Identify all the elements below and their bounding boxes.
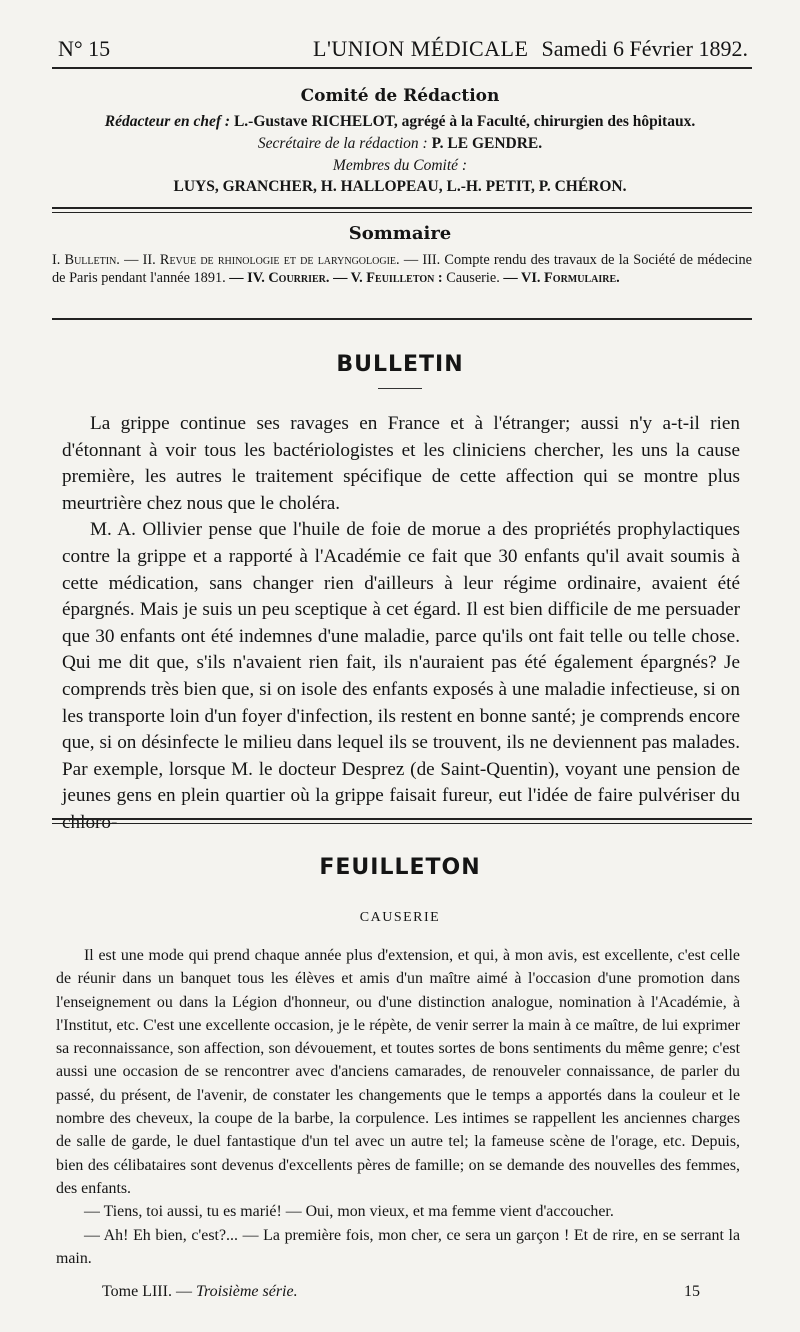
redacteur-line [0,113,800,131]
sommaire-contents [52,251,752,287]
sommaire-item-1: I. Bulletin. [52,252,120,268]
issue-date: Samedi 6 Février 1892. [541,36,748,61]
footer-tome [102,1283,298,1301]
bulletin-body [62,411,740,837]
secretaire-name: P. LE GENDRE. [431,135,543,152]
page-number: 15 [684,1283,700,1300]
sommaire-item-5-sub: Causerie. [446,270,500,286]
issue-number: N° 15 [58,36,111,61]
redacteur-label: Rédacteur en chef : [104,113,231,130]
sommaire-title: Sommaire [348,223,452,244]
sommaire-item-3: — III. Compte rendu des travaux de la Société de médecine de Paris pendant l'année 1891. [52,252,753,286]
comite-title: Comité de Rédaction [300,86,500,106]
membres-label: Membres du Comité : [332,157,468,174]
bulletin-rule-top [52,818,752,820]
secretaire-line [0,135,800,153]
bulletin-rule-bottom [52,823,752,824]
bulletin-title-dash [378,388,422,389]
sommaire-item-5: — V. Feuilleton : [333,270,443,286]
feuilleton-paragraph-3: — Ah! Eh bien, c'est?... — La première fois, mon cher, ce sera un garçon ! Et de rire, en se serrant la main. [56,1226,740,1267]
footer-serie: Troisième série. [195,1283,298,1300]
sommaire-item-6: — VI. Formulaire. [503,270,620,286]
double-rule-top [52,207,752,209]
sommaire-item-4: — IV. Courrier. [229,270,330,286]
header-rule [52,67,752,69]
double-rule-bottom [52,212,752,213]
feuilleton-body [56,944,740,1270]
footer-tome-label: Tome LIII. — [102,1283,192,1300]
sommaire-rule [52,318,752,320]
bulletin-title: BULLETIN [336,352,464,377]
feuilleton-subtitle: CAUSERIE [359,910,441,925]
bulletin-paragraph-1: La grippe continue ses ravages en France et à l'étranger; aussi n'y a-t-il rien d'étonnant à voir tous les bactériologistes et les cliniciens chercher, les uns la cause première, les autres le traitement spécifique de cette affection qui se montre plus meurtrière chez nous que le choléra. [62,413,740,514]
redacteur-name: L.-Gustave RICHELOT, agrégé à la Faculté, chirurgien des hôpitaux. [233,113,696,130]
bulletin-paragraph-2: M. A. Ollivier pense que l'huile de foie de morue a des propriétés prophylactiques contre la grippe et a rapporté à l'Académie ce fait que 30 enfants qu'il avait soumis à cette médication, sans changer rien d'ailleurs à leur régime ordinaire, avaient été épargnés. Mais je suis un peu sceptique à cet égard. Il est bien difficile de me persuader que 30 enfants ont été indemnes d'une maladie, parce qu'ils ont fait telle ou telle chose. Qui me dit que, s'ils n'avaient rien fait, ils n'auraient pas été également épargnés? Je comprends très bien que, si on isole des enfants exposés à une maladie infectieuse, si on les transporte loin d'un foyer d'infection, ils restent en bonne santé; je comprends encore que, si on désinfecte le milieu dans lequel ils se trouvent, ils ne deviennent pas malades. Par exemple, lorsque M. le docteur Desprez (de Saint-Quentin), voyant une pension de jeunes gens en plein quartier où la grippe faisait fureur, eut l'idée de faire pulvériser du [62,519,740,807]
feuilleton-paragraph-1: Il est une mode qui prend chaque année plus d'extension, et qui, à mon avis, est excellente, c'est celle de réunir dans un banquet tous les élèves et amis d'un maître aimé à l'occasion d'une promotion dans l'enseignement ou dans la Légion d'honneur, ou d'une distinction analogue, nomination à l'Académie, à l'Institut, etc. C'est une excellente occasion, je le répète, de venir serrer la main à ce maître, de lui exprimer sa reconnaissance, son affection, son dévouement, et toutes sortes de bons sentiments du même genre; c'est aussi une occasion de se rencontrer avec d'anciens camarades, de renouveler connaissance, de parler du passé, du présent, de l'avenir, de constater les changements que le temps a apportés dans la couleur et le nombre des cheveux, la coupe de la barbe, la corpulence. Les intimes se rappellent les anciennes charges de salle de garde, le duel fantastique d'un tel avec un autre tel; la fameuse scène de l'orage, etc. Depuis, bien des célibataires sont devenus d'excellents pères de famille; on se demande des nouvelles des femmes, des enfants. [56,947,740,1197]
journal-title: L'UNION MÉDICALE [313,36,529,61]
secretaire-label: Secrétaire de la rédaction : [257,135,428,152]
feuilleton-paragraph-2: — Tiens, toi aussi, tu es marié! — Oui, mon vieux, et ma femme vient d'accoucher. [84,1203,614,1221]
membres-names: LUYS, GRANCHER, H. HALLOPEAU, L.-H. PETIT, P. CHÉRON. [173,178,627,195]
feuilleton-title: FEUILLETON [319,855,481,880]
sommaire-item-2: — II. Revue de rhinologie et de laryngologie. [124,252,400,268]
